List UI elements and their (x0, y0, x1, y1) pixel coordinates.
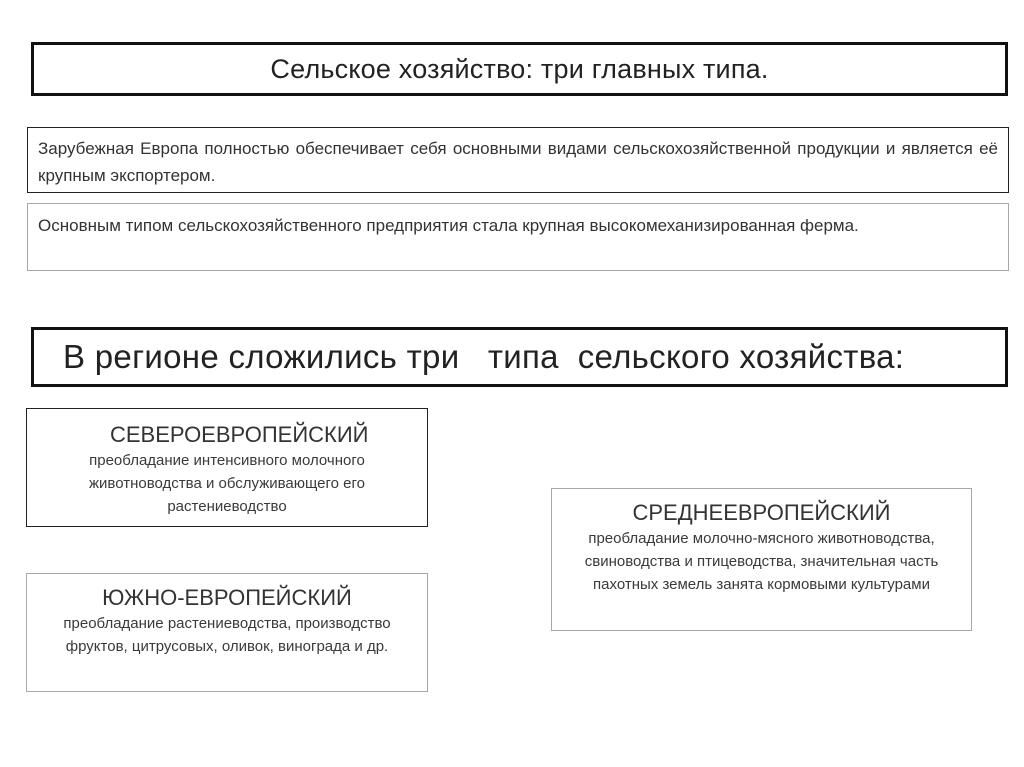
central-european-type-name: СРЕДНЕЕВРОПЕЙСКИЙ (632, 500, 891, 525)
north-european-type-name: СЕВЕРОЕВРОПЕЙСКИЙ (85, 422, 369, 447)
north-european-type-description: преобладание интенсивного молочного животноводства и обслуживающего его растениеводство (89, 452, 365, 515)
south-european-type-description: преобладание растениеводства, производство фруктов, цитрусовых, оливок, винограда и др. (63, 615, 391, 655)
south-european-type-box (26, 573, 428, 692)
export-paragraph: Зарубежная Европа полностью обеспечивает себя основными видами сельскохозяйственной продукции и является её крупным экспортером. (27, 127, 1009, 193)
north-european-type-box (26, 408, 428, 527)
south-european-type-name: ЮЖНО-ЕВРОПЕЙСКИЙ (102, 585, 352, 610)
region-heading: В регионе сложились три типа сельского хозяйства: (31, 327, 1008, 387)
slide-title: Сельское хозяйство: три главных типа. (31, 42, 1008, 96)
farm-type-paragraph: Основным типом сельскохозяйственного предприятия стала крупная высокомеханизированная ферма. (27, 203, 1009, 271)
central-european-type-box (551, 488, 972, 631)
central-european-type-description: преобладание молочно-мясного животноводства, свиноводства и птицеводства, значительная часть пахотных земель занята кормовыми культурами (584, 530, 939, 593)
